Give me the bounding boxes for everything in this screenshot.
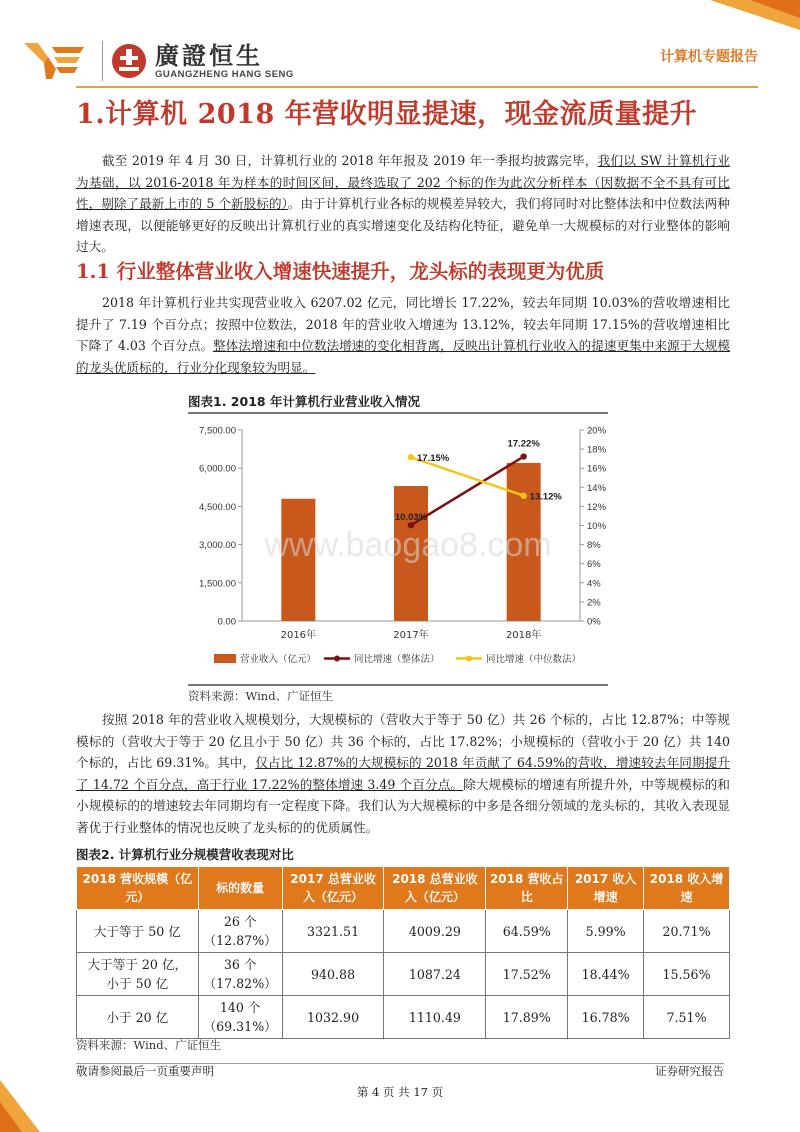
table-header-row [77,867,730,910]
right-tick-label: 20% [587,425,607,437]
table-row [77,910,730,953]
table-header-cell: 2018 收入增速 [644,867,730,910]
legend-swatch-marker [466,656,472,662]
left-tick-label: 7,500.00 [199,425,236,437]
left-tick-label: 0.00 [217,616,236,628]
x-tick-label: 2017年 [393,630,429,641]
table-row [77,953,730,996]
report-type-label: 计算机专题报告 [660,49,758,65]
intro-text-a: 截至 2019 年 4 月 30 日，计算机行业的 2018 年年报及 2019 年一季报均披露完毕， [102,153,598,168]
brand-name-en: GUANGZHENG HANG SENG [155,68,294,80]
table-cell: 大于等于 50 亿 [77,910,199,953]
footer-report-label: 证券研究报告 [655,1064,724,1078]
revenue-paragraph [76,292,730,378]
legend-label: 营业收入（亿元） [240,654,317,665]
scale-comparison-table [76,866,730,1039]
right-tick-label: 14% [587,482,607,494]
growth-point [408,454,414,460]
revenue-growth-chart [178,418,618,688]
x-tick-label: 2016年 [280,630,317,641]
table-cell: 17.52% [486,953,568,996]
growth-data-label: 13.12% [529,491,562,503]
legend-swatch [214,654,236,663]
table-cell: 1032.90 [282,996,384,1039]
right-tick-label: 6% [587,559,601,571]
figure1-title: 图表1. 2018 年计算机行业营业收入情况 [188,394,420,409]
table-cell: 26 个 （12.87%） [198,910,282,953]
table-header-cell: 2018 营收占比 [486,867,568,910]
growth-data-label: 17.22% [507,438,540,450]
left-tick-label: 4,500.00 [199,501,236,513]
x-tick-label: 2018年 [505,630,542,641]
revenue-text-a: 2018 年计算机行业共实现营业收入 6207.02 亿元，同比增长 17.22%，较去年同期 10.03%的营收增速相比提升了 7.19 个百分点；按照中位数法，2018 年的营业收入增速为 13.12%，较去年同期 17.15%的营收增速相比下降了 4.03 个百分点。 [76,295,730,354]
figure1-source: 资料来源：Wind、广证恒生 [188,689,334,703]
table-cell: 940.88 [282,953,384,996]
right-tick-label: 10% [587,521,607,532]
table-cell: 小于 20 亿 [77,996,199,1039]
growth-data-label: 10.03% [394,512,428,524]
header-divider [76,86,758,88]
growth-point [520,493,526,499]
table-cell: 17.89% [486,996,568,1039]
corner-decoration-inner [750,0,800,18]
intro-text-underlined: 我们以 SW 计算机行业为基础，以 2016-2018 年为样本的时间区间，最终选取了 202 个标的作为此次分析样本（因数据不全不具有可比性，剔除了最新上市的 5 个新股标的） [76,153,731,212]
scale-paragraph [76,709,730,839]
scale-text-a: 按照 2018 年的营业收入规模划分，大规模标的（营收大于等于 50 亿）共 26 个标的，占比 12.87%；中等规模标的（营收大于等于 20 亿且小于 50 亿）共 36 个标的，占比 17.82%；小规模标的（营收小于 20 亿）共 140 个标的，占比 69.31%。其中， [76,712,730,771]
section-title: 1.计算机 2018 年营收明显提速，现金流质量提升 [76,99,698,130]
table-cell: 16.78% [568,996,644,1039]
page-number: 第 4 页 共 17 页 [356,1085,444,1099]
right-tick-label: 8% [587,540,601,552]
table-cell: 4009.29 [384,910,486,953]
brand-name-cn: 廣證恒生 [155,41,263,70]
left-tick-label: 1,500.00 [199,578,236,590]
table-cell: 5.99% [568,910,644,953]
right-tick-label: 0% [587,616,601,628]
table-cell: 36 个 （17.82%） [198,953,282,996]
watermark-text: www.baogao8.com [264,526,552,564]
table-header-cell: 2018 总营业收入（亿元） [384,867,486,910]
right-tick-label: 16% [587,463,607,475]
figure1-bottom-rule [188,684,608,686]
scale-text-underlined: 仅占比 12.87%的大规模标的 2018 年贡献了 64.59%的营收，增速较去年同期提升了 14.72 个百分点，高于行业 17.22%的整体增速 3.49 个百分点。 [76,755,730,792]
table-cell: 3321.51 [282,910,384,953]
table-cell: 64.59% [486,910,568,953]
brand-mark-icon [22,39,96,83]
right-tick-label: 2% [587,597,601,609]
legend-label: 同比增速（中位数法） [486,654,582,665]
table-header-cell: 2017 总营业收入（亿元） [282,867,384,910]
table-cell: 20.71% [644,910,730,953]
table-cell: 1087.24 [384,953,486,996]
table-cell: 7.51% [644,996,730,1039]
table-cell: 大于等于 20 亿， 小于 50 亿 [77,953,199,996]
right-tick-label: 4% [587,578,601,590]
table-cell: 18.44% [568,953,644,996]
right-tick-label: 18% [587,444,607,456]
table-row [77,996,730,1039]
corner-decoration-bottom-inner [0,1102,22,1132]
table2-source: 资料来源：Wind、广证恒生 [76,1038,222,1052]
scale-text-c: 除大规模标的增速有所提升外，中等规模标的和小规模标的的增速较去年同期均有一定程度下降。我们认为大规模标的中多是各细分领域的龙头标的，其收入表现显著优于行业整体的情况也反映了龙头标的的优质属性。 [76,776,730,835]
footer-disclaimer: 敬请参阅最后一页重要声明 [76,1064,214,1078]
intro-text-c: 。由于计算机行业各标的规模差异较大，我们将同时对比整体法和中位数法两种增速表现，以便能够更好的反映出计算机行业的真实增速变化及结构化特征，避免单一大规模标的对行业整体的影响过大。 [76,196,730,255]
brand-logo [22,36,294,86]
table-cell: 140 个 （69.31%） [198,996,282,1039]
right-tick-label: 12% [587,501,607,513]
legend-swatch-marker [334,656,340,662]
table-cell: 15.56% [644,953,730,996]
table2-title: 图表2. 计算机行业分规模营收表现对比 [76,847,294,862]
growth-data-label: 17.15% [417,453,450,465]
left-tick-label: 6,000.00 [199,463,236,475]
growth-point [520,453,526,459]
figure1-rule [188,412,608,414]
table-header-cell: 标的数量 [198,867,282,910]
revenue-text-underlined: 整体法增速和中位数法增速的变化相背离，反映出计算机行业收入的提速更集中来源于大规模的龙头优质标的，行业分化现象较为明显。 [76,338,730,375]
legend-label: 同比增速（整体法） [354,654,440,665]
table-header-cell: 2017 收入增速 [568,867,644,910]
table-cell: 1110.49 [384,996,486,1039]
left-tick-label: 3,000.00 [199,540,236,552]
intro-paragraph [76,150,730,258]
table-header-cell: 2018 营收规模（亿元） [77,867,199,910]
brand-seal-icon [111,43,147,79]
subsection-title: 1.1 行业整体营业收入增速快速提升，龙头标的表现更为优质 [76,260,605,283]
